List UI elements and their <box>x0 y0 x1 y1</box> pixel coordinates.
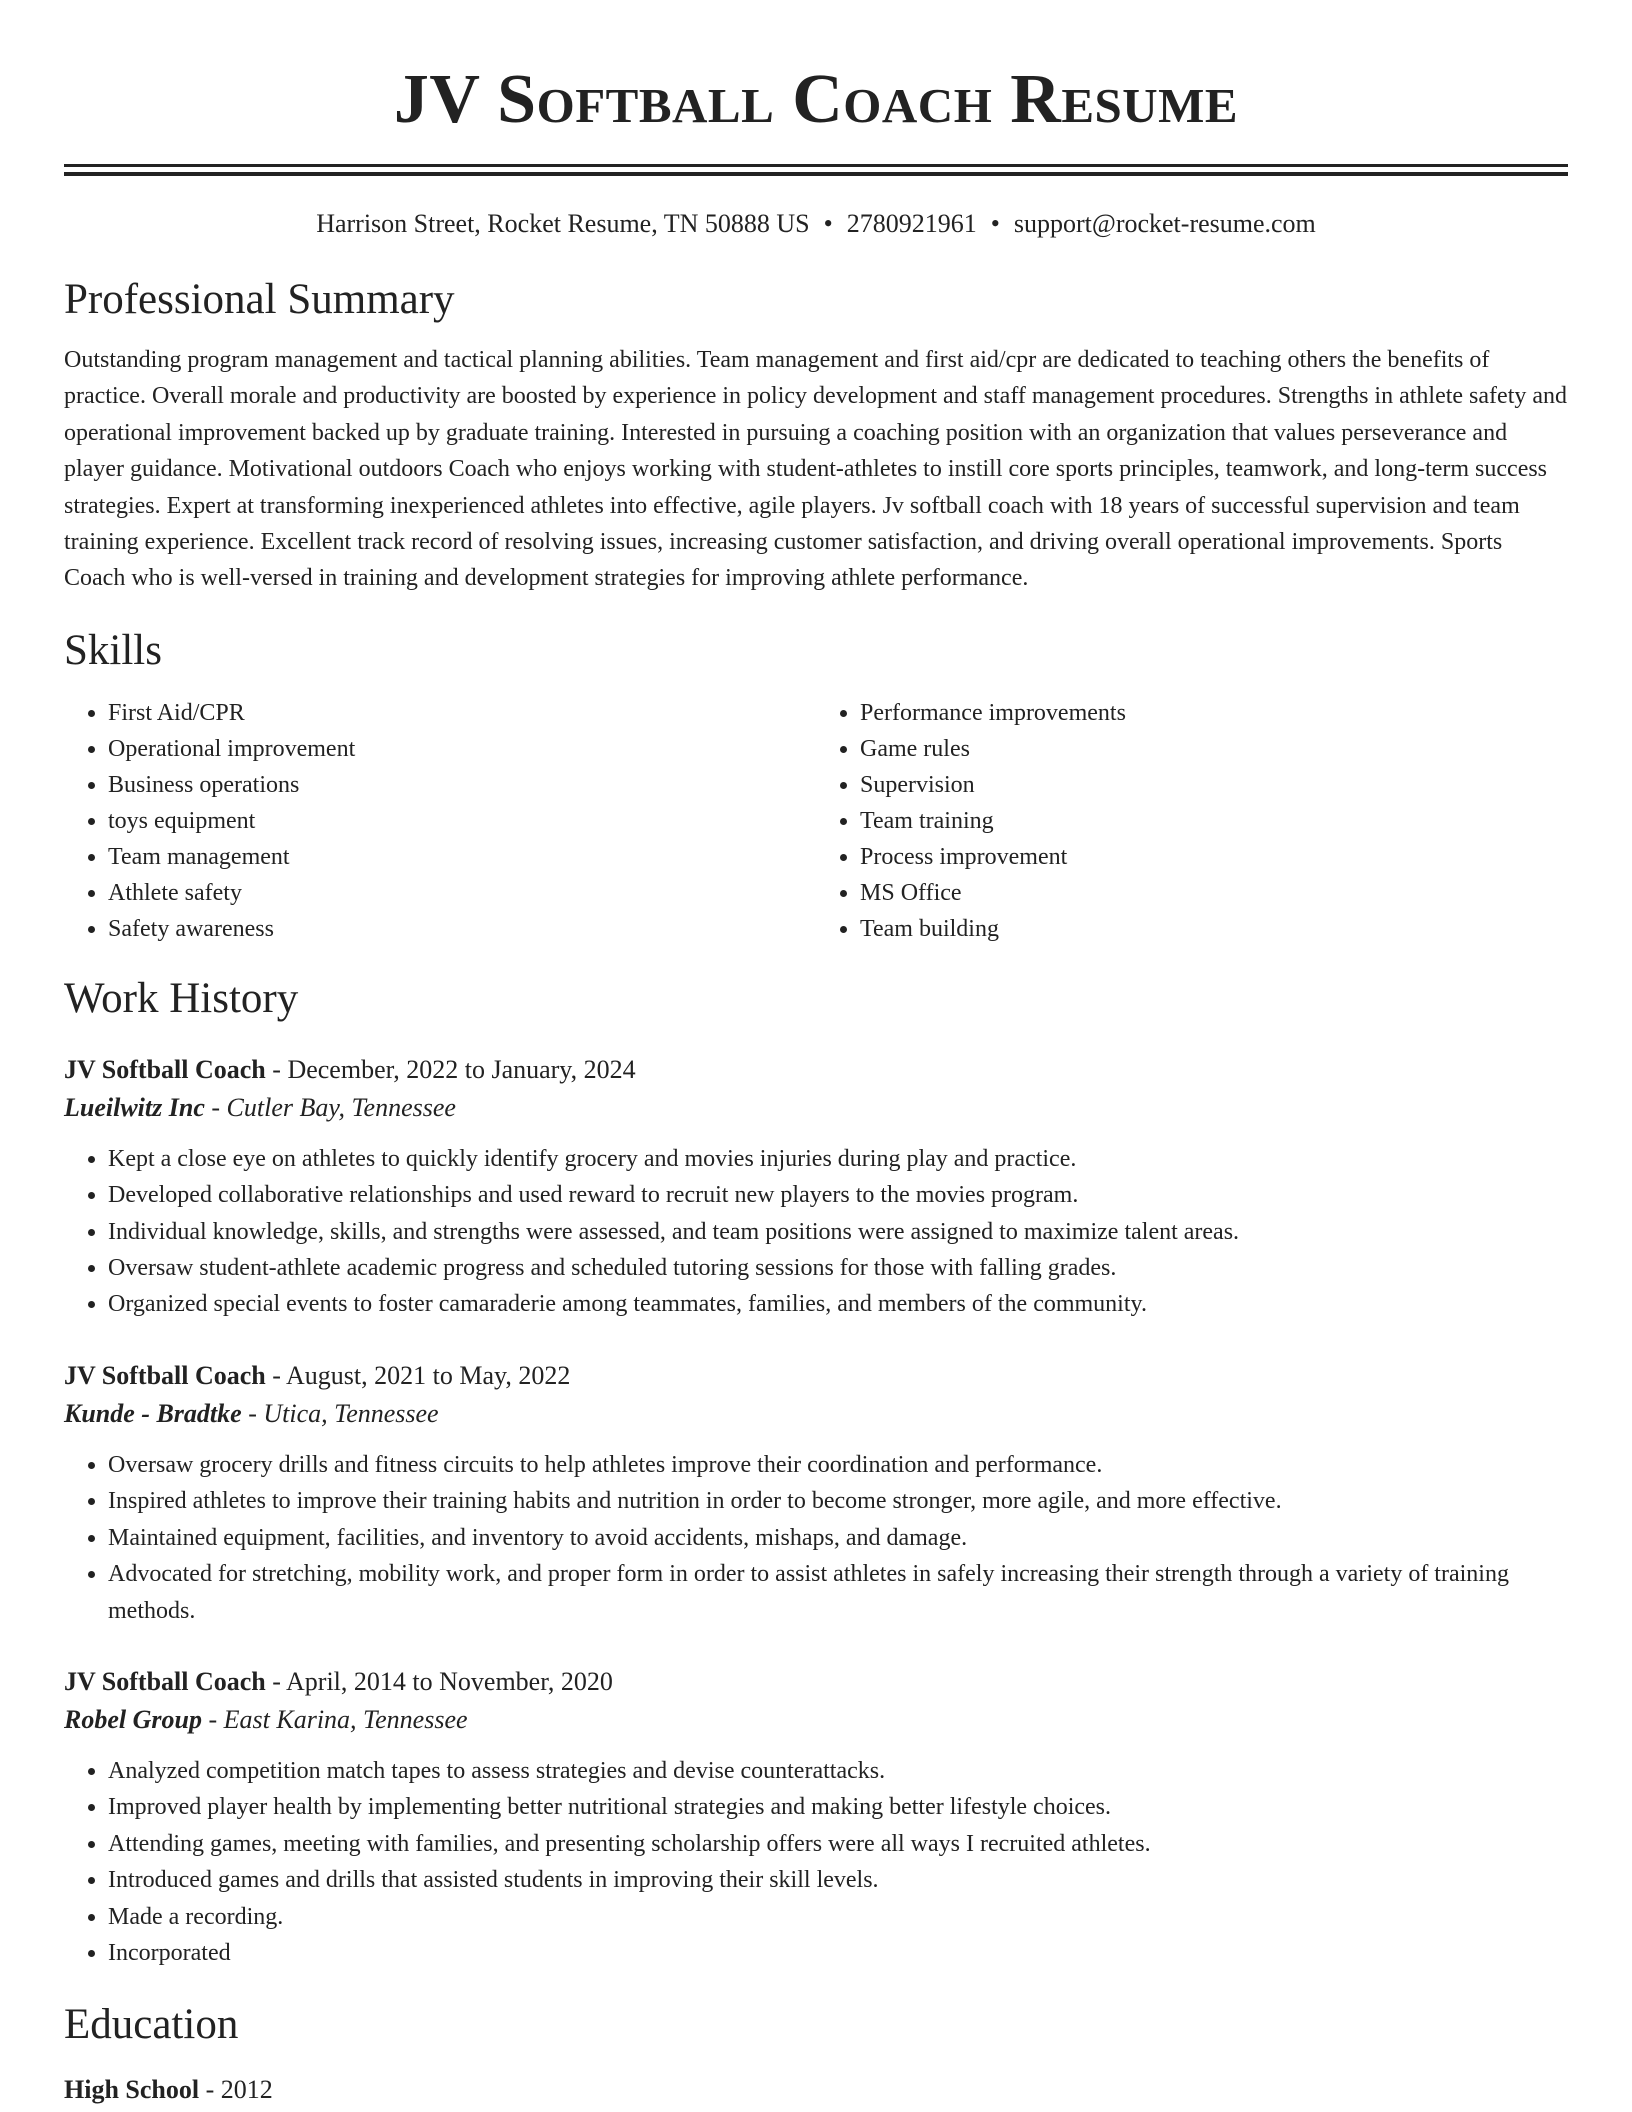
skill-item: • Performance improvements <box>860 695 1568 731</box>
education-school: High School <box>64 2075 200 2105</box>
job-header: JV Softball Coach - April, 2014 to November, 2020 <box>64 1666 613 1696</box>
job-bullet: • Organized special events to foster camaraderie among teammates, families, and members of the community. <box>108 1286 1568 1322</box>
job-bullet: • Oversaw grocery drills and fitness circuits to help athletes improve their coordination and performance. <box>108 1447 1568 1483</box>
job-bullet: • Developed collaborative relationships and used reward to recruit new players to the movies program. <box>108 1177 1568 1213</box>
job-bullet: • Made a recording. <box>108 1899 1568 1935</box>
contact-email: support@rocket-resume.com <box>1013 209 1316 238</box>
job-bullet: • Advocated for stretching, mobility work, and proper form in order to assist athletes in safely increasing their strength through a variety of training methods. <box>108 1556 1568 1629</box>
skill-item: • Team building <box>860 911 1568 947</box>
job-company: Kunde - Bradtke <box>64 1398 242 1428</box>
skill-item: • Process improvement <box>860 839 1568 875</box>
skill-item: • Team management <box>108 839 816 875</box>
summary-heading: Professional Summary <box>64 276 455 323</box>
title-double-rule <box>64 164 1568 176</box>
job-bullet: • Kept a close eye on athletes to quickly identify grocery and movies injuries during play and practice. <box>108 1141 1568 1177</box>
job-bullet: • Attending games, meeting with families, and presenting scholarship offers were all ways I recruited athletes. <box>108 1826 1568 1862</box>
job-role: JV Softball Coach <box>64 1054 266 1084</box>
job-bullet: • Maintained equipment, facilities, and inventory to avoid accidents, mishaps, and damage. <box>108 1520 1568 1556</box>
contact-line <box>64 206 1568 242</box>
job-header: JV Softball Coach - December, 2022 to January, 2024 <box>64 1054 636 1084</box>
job-header: JV Softball Coach - August, 2021 to May, 2022 <box>64 1360 571 1390</box>
job-dates: December, 2022 to January, 2024 <box>287 1054 636 1084</box>
skills-heading: Skills <box>64 626 162 674</box>
job-entry <box>64 1051 1568 1323</box>
education-entry: High School - 2012 <box>64 2075 273 2105</box>
summary-text: Outstanding program management and tactical planning abilities. Team management and first aid/cpr are dedicated to teaching others the benefits of practice. Overall morale and productivity are boosted by experience in policy development and staff management procedures. Strengths in athlete safety and operational improvement backed up by graduate training. Interested in pursuing a coaching position with an organization that values perseverance and player guidance. Motivational outdoors Coach who enjoys working with student-athletes to instill core sports principles, teamwork, and long-term success strategies. Expert at transforming inexperienced athletes into effective, agile players. Jv softball coach with 18 years of successful supervision and team training experience. Excellent track record of resolving issues, increasing customer satisfaction, and driving overall operational improvements. Sports Coach who is well-versed in training and development strategies for improving athlete performance. <box>64 347 1568 592</box>
skill-item: • Safety awareness <box>108 911 816 947</box>
skill-item: • MS Office <box>860 875 1568 911</box>
skill-item: • First Aid/CPR <box>108 695 816 731</box>
job-company: Lueilwitz Inc <box>64 1092 205 1122</box>
job-bullet: • Introduced games and drills that assisted students in improving their skill levels. <box>108 1862 1568 1898</box>
contact-separator: • <box>823 209 833 238</box>
skills-list <box>64 695 1568 947</box>
education-year: 2012 <box>220 2075 273 2105</box>
skill-item: • Game rules <box>860 731 1568 767</box>
job-entry <box>64 1663 1568 1971</box>
contact-address: Harrison Street, Rocket Resume, TN 50888 US <box>316 209 810 238</box>
job-bullet: • Individual knowledge, skills, and strengths were assessed, and team positions were assigned to maximize talent areas. <box>108 1214 1568 1250</box>
job-role: JV Softball Coach <box>64 1360 266 1390</box>
skill-item: • Business operations <box>108 767 816 803</box>
contact-phone: 2780921961 <box>846 209 977 238</box>
job-bullet: • Analyzed competition match tapes to assess strategies and devise counterattacks. <box>108 1753 1568 1789</box>
skill-item: • Supervision <box>860 767 1568 803</box>
job-location: Utica, Tennessee <box>263 1398 439 1428</box>
job-location: Cutler Bay, Tennessee <box>226 1092 456 1122</box>
job-employer: Robel Group - East Karina, Tennessee <box>64 1704 468 1734</box>
job-bullets <box>64 1141 1568 1323</box>
job-dates: August, 2021 to May, 2022 <box>286 1360 571 1390</box>
job-company: Robel Group <box>64 1704 202 1734</box>
job-entry <box>64 1357 1568 1629</box>
job-bullets <box>64 1753 1568 1971</box>
skill-item: • Operational improvement <box>108 731 816 767</box>
job-bullets <box>64 1447 1568 1629</box>
education-heading: Education <box>64 2001 239 2049</box>
work-history-heading: Work History <box>64 974 299 1022</box>
job-bullet: • Oversaw student-athlete academic progress and scheduled tutoring sessions for those with falling grades. <box>108 1250 1568 1286</box>
skills-column-left <box>64 695 816 947</box>
skill-item: • Athlete safety <box>108 875 816 911</box>
job-bullet: • Incorporated <box>108 1935 1568 1971</box>
job-employer: Kunde - Bradtke - Utica, Tennessee <box>64 1398 439 1428</box>
job-employer: Lueilwitz Inc - Cutler Bay, Tennessee <box>64 1092 456 1122</box>
skill-item: • Team training <box>860 803 1568 839</box>
job-location: East Karina, Tennessee <box>223 1704 468 1734</box>
job-bullet: • Improved player health by implementing better nutritional strategies and making better lifestyle choices. <box>108 1789 1568 1825</box>
job-dates: April, 2014 to November, 2020 <box>286 1666 613 1696</box>
page-title: JV Softball Coach Resume <box>393 61 1239 138</box>
job-bullet: • Inspired athletes to improve their training habits and nutrition in order to become stronger, more agile, and more effective. <box>108 1483 1568 1519</box>
contact-separator: • <box>990 209 1000 238</box>
skills-column-right <box>816 695 1568 947</box>
job-role: JV Softball Coach <box>64 1666 266 1696</box>
skill-item: • toys equipment <box>108 803 816 839</box>
